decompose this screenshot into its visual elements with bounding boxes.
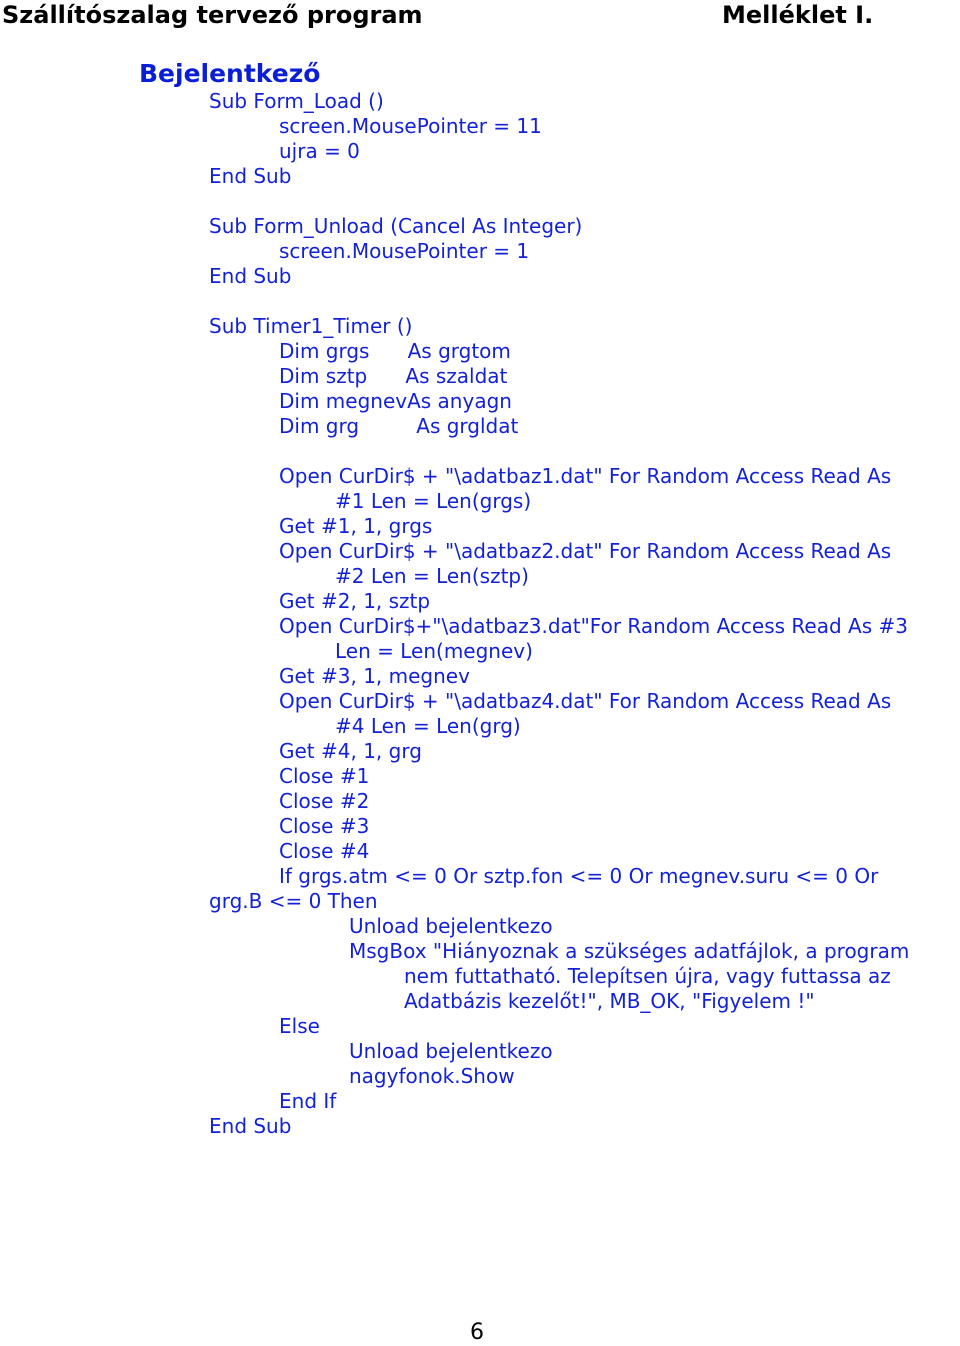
code-line: Dim grgs As grgtom — [279, 339, 511, 363]
code-line: Close #3 — [279, 814, 370, 838]
code-line: Dim megnevAs anyagn — [279, 389, 512, 413]
page-number: 6 — [470, 1320, 484, 1345]
code-line: #2 Len = Len(sztp) — [335, 564, 529, 588]
code-line: grg.B <= 0 Then — [209, 889, 378, 913]
code-line: End If — [279, 1089, 337, 1113]
code-line: Close #1 — [279, 764, 370, 788]
code-line: Get #2, 1, sztp — [279, 589, 431, 613]
code-line: screen.MousePointer = 11 — [279, 114, 542, 138]
code-line: End Sub — [209, 1114, 292, 1138]
document-title: Szállítószalag tervező program — [2, 1, 423, 29]
code-line: Open CurDir$ + "\adatbaz4.dat" For Random Access Read As — [279, 689, 892, 713]
code-line: Open CurDir$ + "\adatbaz2.dat" For Random Access Read As — [279, 539, 892, 563]
code-line: Get #1, 1, grgs — [279, 514, 433, 538]
code-line: #1 Len = Len(grgs) — [335, 489, 532, 513]
code-line: MsgBox "Hiányoznak a szükséges adatfájlok, a program — [349, 939, 910, 963]
code-line: Sub Form_Unload (Cancel As Integer) — [209, 214, 583, 238]
code-line: Dim sztp As szaldat — [279, 364, 508, 388]
code-line: Unload bejelentkezo — [349, 1039, 553, 1063]
code-line: screen.MousePointer = 1 — [279, 239, 530, 263]
code-line: End Sub — [209, 164, 292, 188]
code-line: nem futtatható. Telepítsen újra, vagy futtassa az — [404, 964, 891, 988]
code-line: If grgs.atm <= 0 Or sztp.fon <= 0 Or megnev.suru <= 0 Or — [279, 864, 879, 888]
code-line: Get #4, 1, grg — [279, 739, 422, 763]
appendix-label: Melléklet I. — [722, 1, 874, 29]
code-line: Adatbázis kezelőt!", MB_OK, "Figyelem !" — [404, 989, 815, 1013]
code-line: #4 Len = Len(grg) — [335, 714, 521, 738]
code-line: Len = Len(megnev) — [335, 639, 533, 663]
section-title: Bejelentkező — [139, 59, 321, 88]
code-line: Open CurDir$ + "\adatbaz1.dat" For Random Access Read As — [279, 464, 892, 488]
code-line — [0, 289, 960, 314]
code-listing — [0, 89, 960, 1139]
code-line: Sub Timer1_Timer () — [209, 314, 413, 338]
code-line: Dim grg As grgldat — [279, 414, 519, 438]
code-line: Get #3, 1, megnev — [279, 664, 470, 688]
code-line — [0, 189, 960, 214]
code-line: Close #2 — [279, 789, 370, 813]
code-line: Else — [279, 1014, 320, 1038]
code-line: Close #4 — [279, 839, 370, 863]
code-line: Open CurDir$+"\adatbaz3.dat"For Random Access Read As #3 — [279, 614, 908, 638]
code-line: End Sub — [209, 264, 292, 288]
code-line: Unload bejelentkezo — [349, 914, 553, 938]
code-line — [0, 439, 960, 464]
code-line: Sub Form_Load () — [209, 89, 384, 113]
code-line: ujra = 0 — [279, 139, 360, 163]
code-line: nagyfonok.Show — [349, 1064, 515, 1088]
